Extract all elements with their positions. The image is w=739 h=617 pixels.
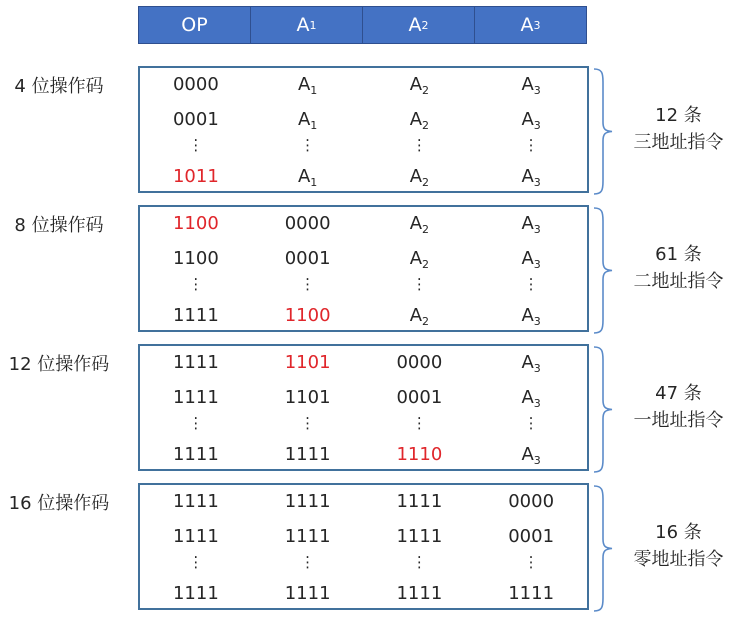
address-subscript: 2 <box>422 258 430 271</box>
code-cell: 1101 <box>284 352 331 373</box>
code-cell: 1111 <box>284 444 331 465</box>
group-info <box>618 380 739 434</box>
vertical-ellipsis: ⋮ <box>523 414 539 432</box>
instruction-kind: 零地址指令 <box>633 549 724 570</box>
vertical-ellipsis: ⋮ <box>188 136 204 154</box>
code-cell: 0001 <box>396 387 443 408</box>
code-row <box>140 109 587 132</box>
right-brace-icon <box>592 207 614 334</box>
group-label: 16 位操作码 <box>8 493 110 514</box>
vertical-ellipsis: ⋮ <box>411 553 427 571</box>
code-cell: $A_3$ <box>521 166 541 189</box>
code-cell: $A_2$ <box>409 248 430 271</box>
code-cell: 1111 <box>172 387 219 408</box>
instruction-count: 16 条 <box>655 522 702 543</box>
code-row <box>140 74 587 97</box>
instruction-kind: 二地址指令 <box>633 271 724 292</box>
code-cell: $A_3$ <box>521 248 541 271</box>
header-a1 <box>251 7 363 43</box>
code-cell: $A_1$ <box>297 109 318 132</box>
address-subscript: 2 <box>422 84 430 97</box>
code-cell: 0000 <box>172 74 219 95</box>
header-a1-label: A <box>296 14 310 36</box>
ellipsis-row <box>140 275 587 293</box>
address-subscript: 3 <box>533 223 541 236</box>
code-cell: 0000 <box>508 491 555 512</box>
address-subscript: 2 <box>422 176 430 189</box>
vertical-ellipsis: ⋮ <box>523 275 539 293</box>
code-cell: 1111 <box>172 583 219 604</box>
code-row <box>140 248 587 271</box>
right-brace-icon <box>592 346 614 473</box>
header-a3-label: A <box>520 14 534 36</box>
code-cell: 1111 <box>284 583 331 604</box>
code-row <box>140 583 587 604</box>
ellipsis-row <box>140 414 587 432</box>
vertical-ellipsis: ⋮ <box>411 275 427 293</box>
code-cell: $A_2$ <box>409 305 430 328</box>
group-label: 4 位操作码 <box>14 76 104 97</box>
vertical-ellipsis: ⋮ <box>411 136 427 154</box>
address-subscript: 3 <box>533 119 541 132</box>
instruction-count: 12 条 <box>655 105 702 126</box>
vertical-ellipsis: ⋮ <box>523 136 539 154</box>
code-cell: 1100 <box>172 248 219 269</box>
vertical-ellipsis: ⋮ <box>188 275 204 293</box>
group-box <box>138 205 589 332</box>
code-cell: 1111 <box>508 583 555 604</box>
code-cell: $A_3$ <box>521 74 541 97</box>
header-op-label: OP <box>181 14 208 36</box>
vertical-ellipsis: ⋮ <box>300 275 316 293</box>
vertical-ellipsis: ⋮ <box>300 553 316 571</box>
address-subscript: 3 <box>533 315 541 328</box>
vertical-ellipsis: ⋮ <box>411 414 427 432</box>
code-row <box>140 166 587 189</box>
code-cell: 1111 <box>396 491 443 512</box>
instruction-count: 47 条 <box>655 383 702 404</box>
code-cell: 1011 <box>172 166 219 187</box>
ellipsis-row <box>140 136 587 154</box>
code-cell: 1111 <box>396 526 443 547</box>
code-cell: 1101 <box>284 387 331 408</box>
code-cell: 1111 <box>172 444 219 465</box>
code-row <box>140 387 587 410</box>
address-subscript: 1 <box>310 176 318 189</box>
code-cell: 1111 <box>172 526 219 547</box>
vertical-ellipsis: ⋮ <box>523 553 539 571</box>
opcode-group <box>0 205 739 335</box>
code-cell: 0001 <box>508 526 555 547</box>
header-a2-subscript: 2 <box>421 18 429 32</box>
group-label: 8 位操作码 <box>14 215 104 236</box>
code-cell: $A_3$ <box>521 444 541 467</box>
address-subscript: 2 <box>422 119 430 132</box>
header-a3 <box>475 7 586 43</box>
code-cell: $A_3$ <box>521 109 541 132</box>
code-cell: 1100 <box>284 305 331 326</box>
instruction-kind: 三地址指令 <box>633 132 724 153</box>
address-subscript: 1 <box>310 119 318 132</box>
header-a1-subscript: 1 <box>309 18 317 32</box>
ellipsis-row <box>140 553 587 571</box>
right-brace-icon <box>592 68 614 195</box>
header-a2 <box>363 7 475 43</box>
code-cell: $A_2$ <box>409 166 430 189</box>
code-row <box>140 305 587 328</box>
code-cell: 0000 <box>396 352 443 373</box>
opcode-group <box>0 344 739 474</box>
instruction-kind: 一地址指令 <box>633 410 724 431</box>
code-cell: $A_2$ <box>409 74 430 97</box>
address-subscript: 2 <box>422 223 430 236</box>
code-cell: 0000 <box>284 213 331 234</box>
code-row <box>140 491 587 512</box>
address-subscript: 3 <box>533 84 541 97</box>
group-box <box>138 66 589 193</box>
vertical-ellipsis: ⋮ <box>188 553 204 571</box>
code-cell: 1111 <box>172 352 219 373</box>
instruction-count: 61 条 <box>655 244 702 265</box>
group-info <box>618 519 739 573</box>
opcode-group <box>0 66 739 196</box>
code-cell: 1111 <box>396 583 443 604</box>
address-subscript: 3 <box>533 397 541 410</box>
code-row <box>140 213 587 236</box>
opcode-group <box>0 483 739 613</box>
code-cell: 1111 <box>284 526 331 547</box>
code-cell: $A_3$ <box>521 213 541 236</box>
vertical-ellipsis: ⋮ <box>300 414 316 432</box>
address-subscript: 3 <box>533 454 541 467</box>
code-cell: $A_3$ <box>521 305 541 328</box>
code-cell: 0001 <box>172 109 219 130</box>
vertical-ellipsis: ⋮ <box>300 136 316 154</box>
code-cell: $A_3$ <box>521 352 541 375</box>
header-a3-subscript: 3 <box>533 18 541 32</box>
code-cell: $A_1$ <box>297 166 318 189</box>
right-brace-icon <box>592 485 614 612</box>
vertical-ellipsis: ⋮ <box>188 414 204 432</box>
code-cell: $A_2$ <box>409 109 430 132</box>
code-cell: $A_1$ <box>297 74 318 97</box>
group-label: 12 位操作码 <box>8 354 110 375</box>
header-op <box>139 7 251 43</box>
field-header-bar <box>138 6 587 44</box>
address-subscript: 3 <box>533 176 541 189</box>
address-subscript: 3 <box>533 258 541 271</box>
code-row <box>140 526 587 547</box>
code-cell: 1111 <box>172 491 219 512</box>
address-subscript: 3 <box>533 362 541 375</box>
group-box <box>138 344 589 471</box>
address-subscript: 2 <box>422 315 430 328</box>
code-row <box>140 352 587 375</box>
code-cell: 1111 <box>172 305 219 326</box>
group-info <box>618 241 739 295</box>
code-cell: 1100 <box>172 213 219 234</box>
code-cell: $A_3$ <box>521 387 541 410</box>
group-info <box>618 102 739 156</box>
address-subscript: 1 <box>310 84 318 97</box>
group-box <box>138 483 589 610</box>
code-cell: $A_2$ <box>409 213 430 236</box>
code-row <box>140 444 587 467</box>
code-cell: 1111 <box>284 491 331 512</box>
code-cell: 0001 <box>284 248 331 269</box>
header-a2-label: A <box>408 14 422 36</box>
code-cell: 1110 <box>396 444 443 465</box>
